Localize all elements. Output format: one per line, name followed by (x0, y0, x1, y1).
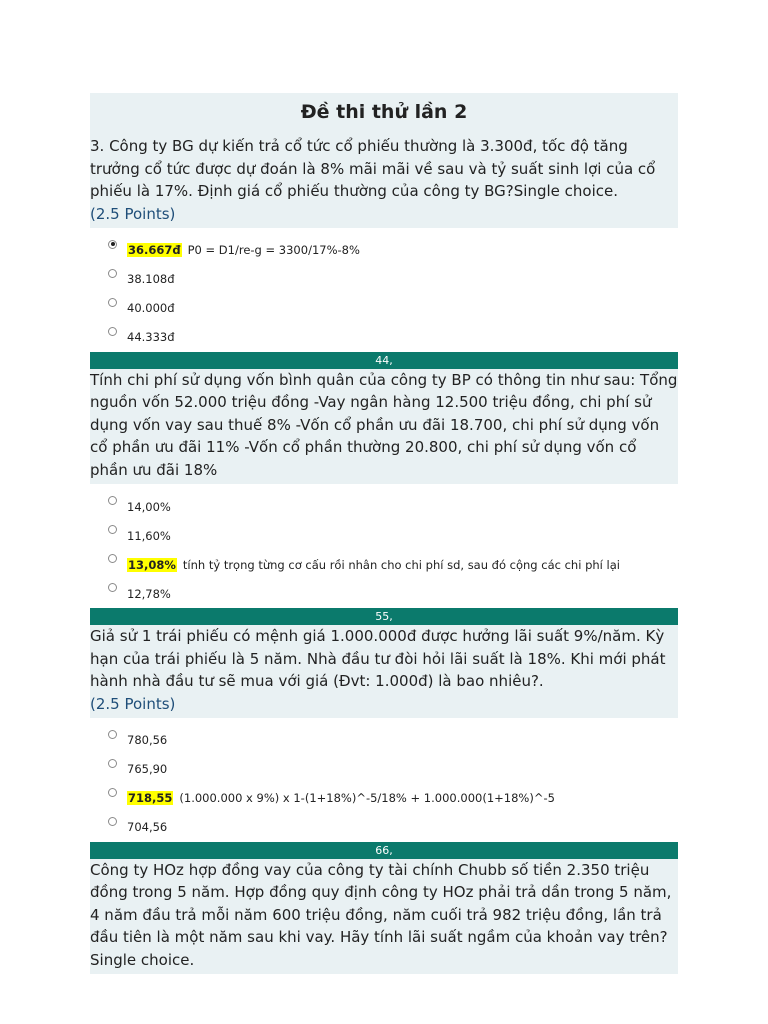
question-66-text: Công ty HOz hợp đồng vay của công ty tài chính Chubb số tiền 2.350 triệu đồng trong 5 năm. Hợp đồng quy định công ty HOz phải trả dần trong 5 năm, 4 năm đầu trả mỗi năm 600 triệu đồng, năm cuối trả 982 triệu đồng, lần trả đầu tiên là một năm sau khi vay. Hãy tính lãi suất ngầm của khoản vay trên?Single choice. (90, 860, 672, 969)
question-66-number-bar: 66, (90, 842, 678, 859)
option-label: 14,00% (127, 499, 171, 514)
option-label: 11,60% (127, 528, 171, 543)
radio-selected-icon[interactable] (108, 240, 117, 249)
option-q55-d[interactable] (108, 813, 678, 842)
option-label: 704,56 (127, 820, 168, 834)
radio-icon[interactable] (108, 583, 117, 592)
radio-icon[interactable] (108, 269, 117, 278)
option-label: 44.333đ (127, 330, 175, 344)
radio-icon[interactable] (108, 817, 117, 826)
question-3-text-block (90, 127, 678, 228)
question-55-text-block (90, 625, 678, 718)
question-3-text: 3. Công ty BG dự kiến trả cổ tức cổ phiếu thường là 3.300đ, tốc độ tăng trưởng cổ tức được dự đoán là 8% mãi mãi về sau và tỷ suất sinh lợi của cổ phiếu là 17%. Định giá cổ phiếu thường của công ty BG?Single choice. (90, 137, 656, 200)
option-q55-a[interactable] (108, 726, 678, 755)
answer-note: (1.000.000 x 9%) x 1-(1+18%)^-5/18% + 1.000.000(1+18%)^-5 (179, 791, 555, 805)
option-label: 36.667đ (128, 243, 181, 257)
page-title: Đề thi thử lần 2 (300, 101, 468, 123)
radio-icon[interactable] (108, 496, 117, 505)
radio-icon[interactable] (108, 327, 117, 336)
question-66-text-block (90, 859, 678, 975)
option-q3-c[interactable] (108, 294, 678, 323)
option-q3-d[interactable] (108, 323, 678, 352)
radio-icon[interactable] (108, 298, 117, 307)
question-44-options (90, 484, 678, 608)
option-q3-a[interactable] (108, 236, 678, 265)
question-44-text-block (90, 369, 678, 485)
question-55-text: Giả sử 1 trái phiếu có mệnh giá 1.000.000đ được hưởng lãi suất 9%/năm. Kỳ hạn của trái phiếu là 5 năm. Nhà đầu tư đòi hỏi lãi suất là 18%. Khi mới phát hành nhà đầu tư sẽ mua với giá (Đvt: 1.000đ) là bao nhiêu?. (90, 627, 666, 690)
question-55-number-bar: 55, (90, 608, 678, 625)
option-label: 13,08% (128, 557, 176, 572)
title-block (90, 93, 678, 127)
option-q44-b[interactable] (108, 521, 678, 550)
question-3-options (90, 228, 678, 352)
radio-icon[interactable] (108, 525, 117, 534)
option-label: 765,90 (127, 762, 168, 776)
option-label: 38.108đ (127, 272, 175, 286)
option-q44-d[interactable] (108, 579, 678, 608)
radio-icon[interactable] (108, 759, 117, 768)
question-55-options (90, 718, 678, 842)
question-3-points: (2.5 Points) (90, 204, 176, 223)
option-q44-c[interactable] (108, 550, 678, 579)
option-label: 40.000đ (127, 301, 175, 315)
radio-icon[interactable] (108, 788, 117, 797)
answer-note: P0 = D1/re-g = 3300/17%-8% (187, 243, 360, 257)
document (90, 93, 678, 974)
question-44-number-bar: 44, (90, 352, 678, 369)
option-q55-b[interactable] (108, 755, 678, 784)
option-q55-c[interactable] (108, 784, 678, 813)
option-label: 780,56 (127, 733, 168, 747)
question-44-text: Tính chi phí sử dụng vốn bình quân của công ty BP có thông tin như sau: Tổng nguồn vốn 52.000 triệu đồng -Vay ngân hàng 12.500 triệu đồng, chi phí sử dụng vốn vay sau thuế 8% -Vốn cổ phần ưu đãi 18.700, chi phí sử dụng vốn cổ phần ưu đãi 11% -Vốn cổ phần thường 20.800, chi phí sử dụng vốn cổ phần ưu đãi 18% (90, 370, 678, 479)
option-q3-b[interactable] (108, 265, 678, 294)
question-55-points: (2.5 Points) (90, 694, 176, 713)
answer-note: tính tỷ trọng từng cơ cấu rồi nhân cho chi phí sd, sau đó cộng các chi phí lại (182, 557, 620, 572)
option-label: 12,78% (127, 586, 171, 601)
radio-icon[interactable] (108, 730, 117, 739)
option-label: 718,55 (128, 791, 173, 805)
radio-icon[interactable] (108, 554, 117, 563)
option-q44-a[interactable] (108, 492, 678, 521)
